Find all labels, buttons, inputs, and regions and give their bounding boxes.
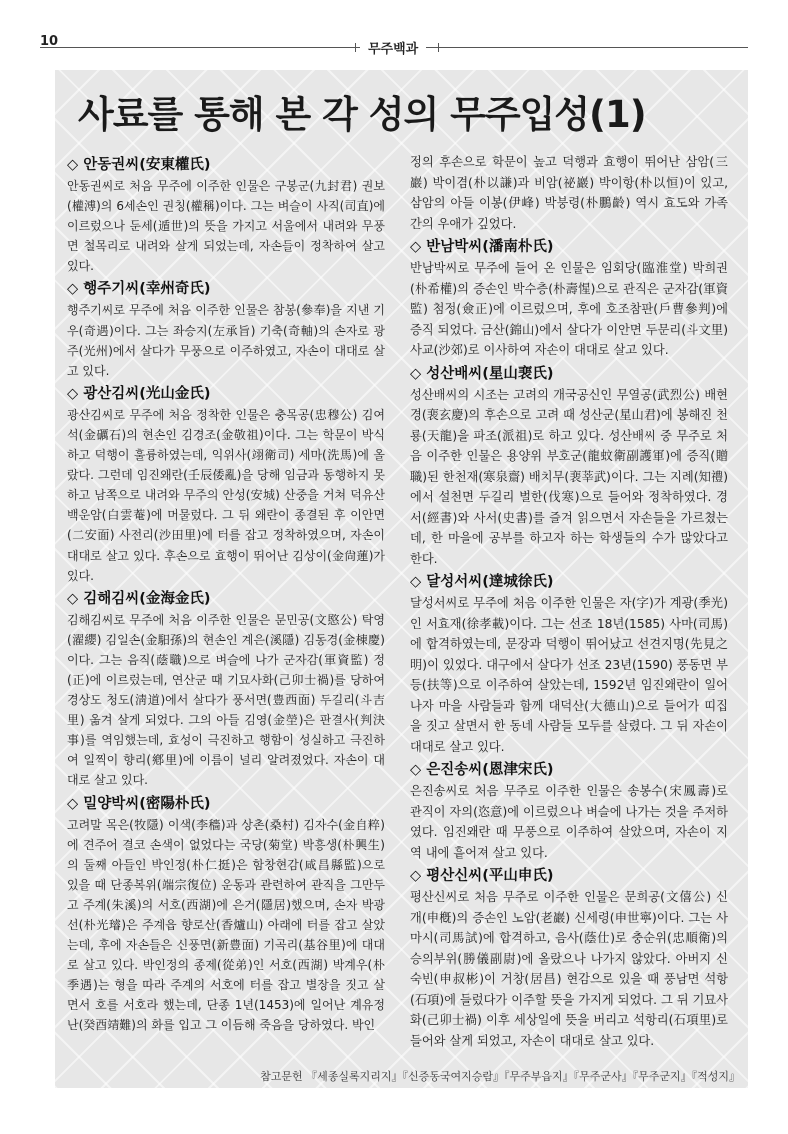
entry-body: 달성서씨로 무주에 처음 이주한 인물은 자(字)가 계광(季光)인 서효재(徐孝載)이다. 그는 선조 18년(1585) 사마(司馬)에 합격하였는데, 문장과 덕행이 뛰어났고 선견지명(先見之明)이 있었다. 대구에서 살다가 선조 23년(1590) 풍동면 부등(扶等)으로 이주하여 살았는데, 1592년 임진왜란이 일어나자 마을 사람들과 함께 대덕산(大德山)으로 들어가 띠집을 짓고 살면서 한 동네 사람들 모두를 살렸다. 그 뒤 자손이 대대로 살고 있다.: [410, 596, 728, 754]
entry-body: 반남박씨로 무주에 들어 온 인물은 임회당(臨淮堂) 박희권(朴希權)의 증손인 박수층(朴壽惺)으로 관직은 군자감(軍資監) 첨정(僉正)에 이르렀으며, 후에 호조참판(戶曹參判)에 증직 되었다. 금산(錦山)에서 살다가 이안면 두문리(斗文里) 사교(沙郊)로 이사하여 자손이 대대로 살고 있다.: [410, 261, 728, 357]
entry-body: 김해김씨로 무주에 처음 이주한 인물은 문민공(文愍公) 탁영(濯纓) 김일손(金馹孫)의 현손인 계은(溪隱) 김동경(金棟慶)이다. 그는 음직(蔭職)으로 벼슬에 나가 군자감(軍資監) 정(正)에 이르렀는데, 연산군 때 기묘사화(己卯士禍)를 당하여 경상도 청도(淸道)에서 살다가 풍서면(豊西面) 두길리(斗吉里) 옮겨 살게 되었다. 그의 아들 김영(金塋)은 판결사(判決事)를 역임했는데, 효성이 극진하고 행함이 성실하고 극진하여 일찍이 향리(鄕里)에 이름이 널리 알려졌었다. 자손이 대대로 살고 있다.: [67, 612, 385, 788]
entry-body: 고려말 목은(牧隱) 이색(李穡)과 상촌(桑村) 김자수(金自粹)에 견주어 결코 손색이 없었다는 국당(菊堂) 박흥생(朴興生)의 둘째 아들인 박인정(朴仁挺)은 함창현감(咸昌縣監)으로 있을 때 단종복위(端宗復位) 운동과 관련하여 관직을 그만두고 주계(朱溪)의 서호(西湖)에 은거(隱居)했으며, 손자 박광선(朴光璿)은 주계읍 향로산(香爐山) 아래에 터를 잡고 살았는데, 후에 자손들은 신풍면(新豊面) 기곡리(基谷里)에 대대로 살고 있다. 박인정의 종제(從弟)인 서호(西湖) 박계우(朴季遇)는 형을 따라 주계의 서호에 터를 잡고 별장을 짓고 살면서 호를 서호라 했는데, 단종 1년(1453)에 일어난 계유정난(癸酉靖難)의 화를 입고 그 이듬해 죽음을 당하였다. 박인: [67, 817, 385, 1033]
references: 참고문헌 『세종실록지리지』『신증동국여지승람』『무주부읍지』『무주군사』『무주군지』『적성지』: [260, 1070, 740, 1083]
right-column: [410, 152, 728, 1051]
entry-gwangsan-kim: [67, 383, 385, 586]
entry-miryang-park: [67, 793, 385, 1036]
entry-title: ◇ 밀양박씨(密陽朴氏): [67, 795, 211, 812]
entry-body: 성산배씨의 시조는 고려의 개국공신인 무열공(武烈公) 배현경(裵玄慶)의 후손으로 고려 때 성산군(星山君)에 봉해진 천룡(天龍)을 파조(派祖)로 하고 있다. 성산배씨 중 무주로 처음 이주한 인물은 용양위 부호군(龍蚊衛副護軍)에 증직(贈職)된 한천재(寒泉齋) 배치무(裵莘武)이다. 그는 지례(知禮)에서 설천면 두길리 벌한(伐寒)으로 들어와 정착하였다. 경서(經書)와 사서(史書)를 즐겨 읽으면서 자손들을 가르쳤는데, 한 마을에 공부를 하고자 하는 학생들의 수가 많았다고 한다.: [410, 387, 728, 566]
entry-title: ◇ 달성서씨(達城徐氏): [410, 574, 554, 590]
entry-title: ◇ 김해김씨(金海金氏): [67, 590, 211, 607]
entry-body: 은진송씨로 처음 무주로 이주한 인물은 송봉수(宋鳳壽)로 관직이 자의(恣意)에 이르렀으나 벼슬에 나가는 것을 주저하였다. 임진왜란 때 무풍으로 이주하여 살았으며, 자손이 지역 내에 흩어져 살고 있다.: [410, 784, 728, 860]
section-label: 무주백과: [360, 38, 426, 57]
entry-pyeongsan-shin: [410, 865, 728, 1051]
entry-body: 행주기씨로 무주에 처음 이주한 인물은 참봉(參奉)을 지낸 기우(奇遇)이다. 그는 좌승지(左承旨) 기축(奇軸)의 손자로 광주(光州)에서 살다가 무풍으로 이주하였고, 자손이 대대로 살고 있다.: [67, 303, 385, 378]
entry-body: 안동권씨로 처음 무주에 이주한 인물은 구봉군(九封君) 권보(權溥)의 6세손인 권칭(權稱)이다. 그는 벼슬이 사직(司直)에 이르렀으나 둔세(遁世)의 뜻을 가지고 서울에서 내려와 무풍면 철목리로 내려와 살게 되었는데, 자손들이 정착하여 살고 있다.: [67, 179, 385, 274]
header-rule-tick-left: [355, 43, 356, 52]
entry-title: ◇ 광산김씨(光山金氏): [67, 385, 211, 402]
entry-title: ◇ 행주기씨(幸州奇氏): [67, 281, 211, 298]
entry-title: ◇ 반남박씨(潘南朴氏): [410, 239, 554, 255]
header-rule-tick-right: [438, 43, 439, 52]
entry-seongsan-bae: [410, 363, 728, 570]
entry-title: ◇ 성산배씨(星山裵氏): [410, 365, 554, 382]
entry-dalseong-seo: [410, 571, 728, 757]
entry-bannam-park: [410, 236, 728, 361]
entry-body: 평산신씨로 처음 무주로 이주한 인물은 문희공(文僖公) 신개(申槪)의 증손인 노암(老巖) 신세령(申世寧)이다. 그는 사마시(司馬試)에 합격하고, 음사(蔭仕)로 충순위(忠順衛)의 승의부위(勝儀副尉)에 올랐으나 나가지 않았다. 아버지 신숙빈(申叔彬)이 거창(居昌) 현감으로 있을 때 풍남면 석항(石項)에 들렀다가 이주할 뜻을 가지게 되었다. 그 뒤 기묘사화(己卯士禍) 이후 세상일에 뜻을 버리고 석항리(石項里)로 들어와 살게 되었고, 자손이 대대로 살고 있다.: [410, 890, 728, 1048]
entry-body: 정의 후손으로 학문이 높고 덕행과 효행이 뛰어난 삼암(三巖) 박이겸(朴以謙)과 비암(祕巖) 박이항(朴以恒)이 있고, 삼암의 아들 이봉(伊峰) 박붕령(朴鵬齡) 역시 효도와 가족 간의 우애가 깊었다.: [410, 155, 728, 231]
page-title: 사료를 통해 본 각 성의 무주입성(1): [78, 93, 646, 136]
entry-title: ◇ 안동권씨(安東權氏): [67, 157, 211, 173]
entry-haengju-ki: [67, 278, 385, 380]
left-column: [67, 152, 385, 1036]
entry-title: ◇ 평산신씨(平山申氏): [410, 868, 554, 884]
entry-gimhae-kim: [67, 588, 385, 791]
entry-body: 광산김씨로 무주에 처음 정착한 인물은 충목공(忠穆公) 김여석(金礪石)의 현손인 김경조(金敬祖)이다. 그는 학문이 박식하고 덕행이 훌륭하였는데, 익위사(翊衛司) 세마(洗馬)에 올랐다. 그런데 임진왜란(壬辰倭亂)을 당해 임금과 동행하지 못하고 남쪽으로 내려와 무주의 안성(安城) 산중을 거쳐 덕유산 백운암(白雲菴)에 머물렀다. 그 뒤 왜란이 종결된 후 이안면(二安面) 사전리(沙田里)에 터를 잡고 정착하였으며, 자손이 대대로 살고 있다. 후손으로 효행이 뛰어난 김상이(金尙蓮)가 있다.: [67, 407, 385, 583]
entry-title: ◇ 은진송씨(恩津宋氏): [410, 762, 554, 778]
entry-continuation: [410, 152, 728, 234]
entry-andong-kwon: [67, 154, 385, 276]
entry-eunjin-song: [410, 759, 728, 863]
page-number: 10: [40, 34, 59, 49]
